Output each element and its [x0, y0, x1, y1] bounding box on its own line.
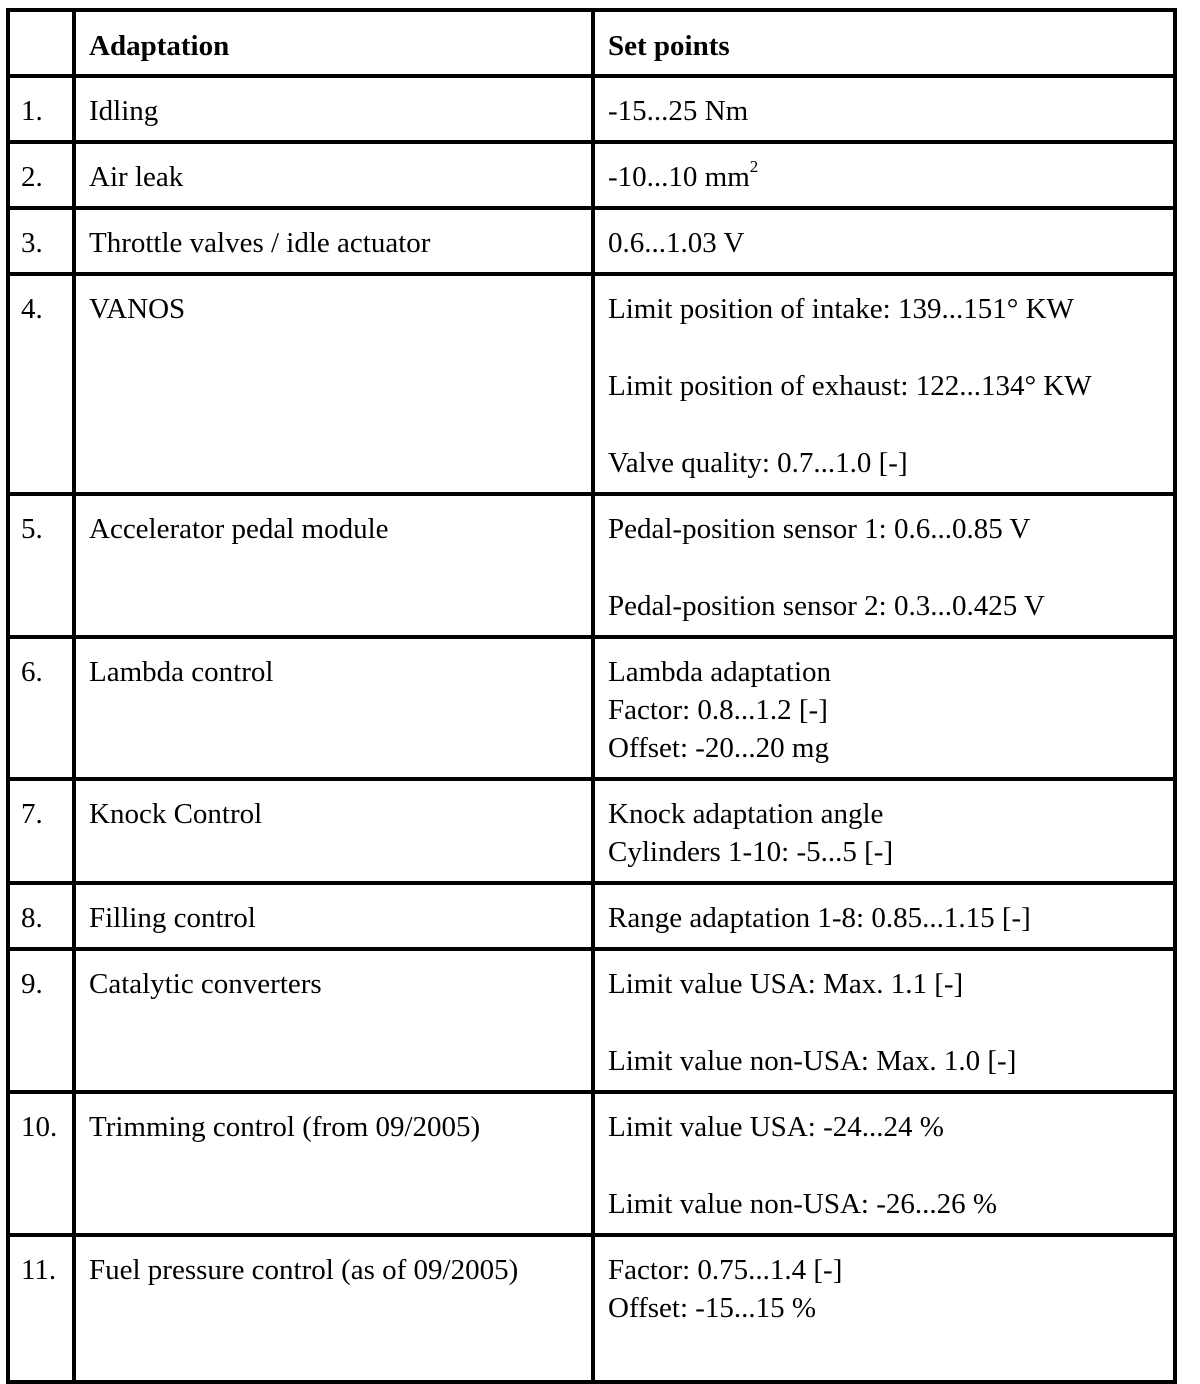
- row-number: 4.: [8, 274, 74, 494]
- table-row: [8, 883, 1175, 949]
- setpoint-line: [608, 1042, 1163, 1080]
- table-row: [8, 1092, 1175, 1235]
- row-number: 9.: [8, 949, 74, 1092]
- setpoint-text: Limit value USA: Max. 1.1 [-]: [608, 968, 964, 1000]
- setpoint-text: -15...25 Nm: [608, 95, 749, 127]
- adaptation-setpoints-table: [6, 8, 1177, 1384]
- row-number: 1.: [8, 76, 74, 142]
- row-number: 2.: [8, 142, 74, 208]
- setpoint-cell: [593, 274, 1175, 494]
- table-row: [8, 637, 1175, 779]
- setpoint-line: [608, 691, 1163, 729]
- row-number: 3.: [8, 208, 74, 274]
- table-row: [8, 142, 1175, 208]
- row-number: 7.: [8, 779, 74, 883]
- table-body: [8, 76, 1175, 1382]
- setpoint-text: Offset: -15...15 %: [608, 1292, 817, 1324]
- adaptation-name: Air leak: [74, 142, 593, 208]
- setpoint-line: [608, 1108, 1163, 1146]
- setpoint-line: [608, 158, 1163, 196]
- setpoint-text: 0.6...1.03 V: [608, 227, 745, 259]
- table-row: [8, 949, 1175, 1092]
- superscript: 2: [749, 157, 759, 176]
- setpoint-text: Knock adaptation angle: [608, 798, 884, 830]
- setpoint-cell: [593, 494, 1175, 637]
- setpoint-cell: [593, 1092, 1175, 1235]
- adaptation-name: Catalytic converters: [74, 949, 593, 1092]
- setpoint-text: -10...10 mm: [608, 161, 750, 193]
- setpoint-text: Offset: -20...20 mg: [608, 732, 829, 764]
- adaptation-name: VANOS: [74, 274, 593, 494]
- setpoint-cell: [593, 76, 1175, 142]
- setpoint-text: Cylinders 1-10: -5...5 [-]: [608, 836, 894, 868]
- setpoint-text: Valve quality: 0.7...1.0 [-]: [608, 447, 908, 479]
- setpoint-line: [608, 1289, 1163, 1327]
- header-row: [8, 10, 1175, 76]
- header-setpoints: Set points: [593, 10, 1175, 76]
- setpoint-line: [608, 653, 1163, 691]
- setpoint-text: Factor: 0.75...1.4 [-]: [608, 1254, 843, 1286]
- setpoint-line: [608, 92, 1163, 130]
- table-row: [8, 76, 1175, 142]
- setpoint-text: Lambda adaptation: [608, 656, 832, 688]
- adaptation-name: Filling control: [74, 883, 593, 949]
- setpoint-text: Pedal-position sensor 1: 0.6...0.85 V: [608, 513, 1031, 545]
- table-row: [8, 1235, 1175, 1382]
- setpoint-line: [608, 899, 1163, 937]
- header-adaptation: Adaptation: [74, 10, 593, 76]
- setpoint-text: Limit value USA: -24...24 %: [608, 1111, 944, 1143]
- setpoint-cell: [593, 142, 1175, 208]
- row-number: 11.: [8, 1235, 74, 1382]
- header-number: [8, 10, 74, 76]
- row-number: 8.: [8, 883, 74, 949]
- adaptation-name: Trimming control (from 09/2005): [74, 1092, 593, 1235]
- setpoint-line: [608, 833, 1163, 871]
- setpoint-text: Limit value non-USA: -26...26 %: [608, 1188, 998, 1220]
- adaptation-name: Accelerator pedal module: [74, 494, 593, 637]
- setpoint-line: [608, 729, 1163, 767]
- setpoint-line: [608, 290, 1163, 328]
- setpoint-text: Range adaptation 1-8: 0.85...1.15 [-]: [608, 902, 1031, 934]
- setpoint-line: [608, 965, 1163, 1003]
- setpoint-line: [608, 224, 1163, 262]
- table-row: [8, 208, 1175, 274]
- setpoint-cell: [593, 637, 1175, 779]
- adaptation-name: Idling: [74, 76, 593, 142]
- table-row: [8, 779, 1175, 883]
- row-number: 10.: [8, 1092, 74, 1235]
- row-number: 5.: [8, 494, 74, 637]
- row-number: 6.: [8, 637, 74, 779]
- setpoint-cell: [593, 208, 1175, 274]
- table-row: [8, 494, 1175, 637]
- adaptation-name: Knock Control: [74, 779, 593, 883]
- setpoint-text: Pedal-position sensor 2: 0.3...0.425 V: [608, 590, 1045, 622]
- setpoint-line: [608, 510, 1163, 548]
- adaptation-name: Lambda control: [74, 637, 593, 779]
- setpoint-line: [608, 1251, 1163, 1289]
- adaptation-name: Fuel pressure control (as of 09/2005): [74, 1235, 593, 1382]
- setpoint-text: Limit value non-USA: Max. 1.0 [-]: [608, 1045, 1017, 1077]
- setpoint-line: [608, 367, 1163, 405]
- adaptation-name: Throttle valves / idle actuator: [74, 208, 593, 274]
- setpoint-cell: [593, 949, 1175, 1092]
- setpoint-text: Limit position of exhaust: 122...134° KW: [608, 370, 1092, 402]
- setpoint-text: Limit position of intake: 139...151° KW: [608, 293, 1074, 325]
- table-row: [8, 274, 1175, 494]
- setpoint-line: [608, 587, 1163, 625]
- setpoint-cell: [593, 1235, 1175, 1382]
- setpoint-line: [608, 795, 1163, 833]
- setpoint-line: [608, 444, 1163, 482]
- setpoint-cell: [593, 883, 1175, 949]
- setpoint-line: [608, 1185, 1163, 1223]
- setpoint-cell: [593, 779, 1175, 883]
- setpoint-text: Factor: 0.8...1.2 [-]: [608, 694, 828, 726]
